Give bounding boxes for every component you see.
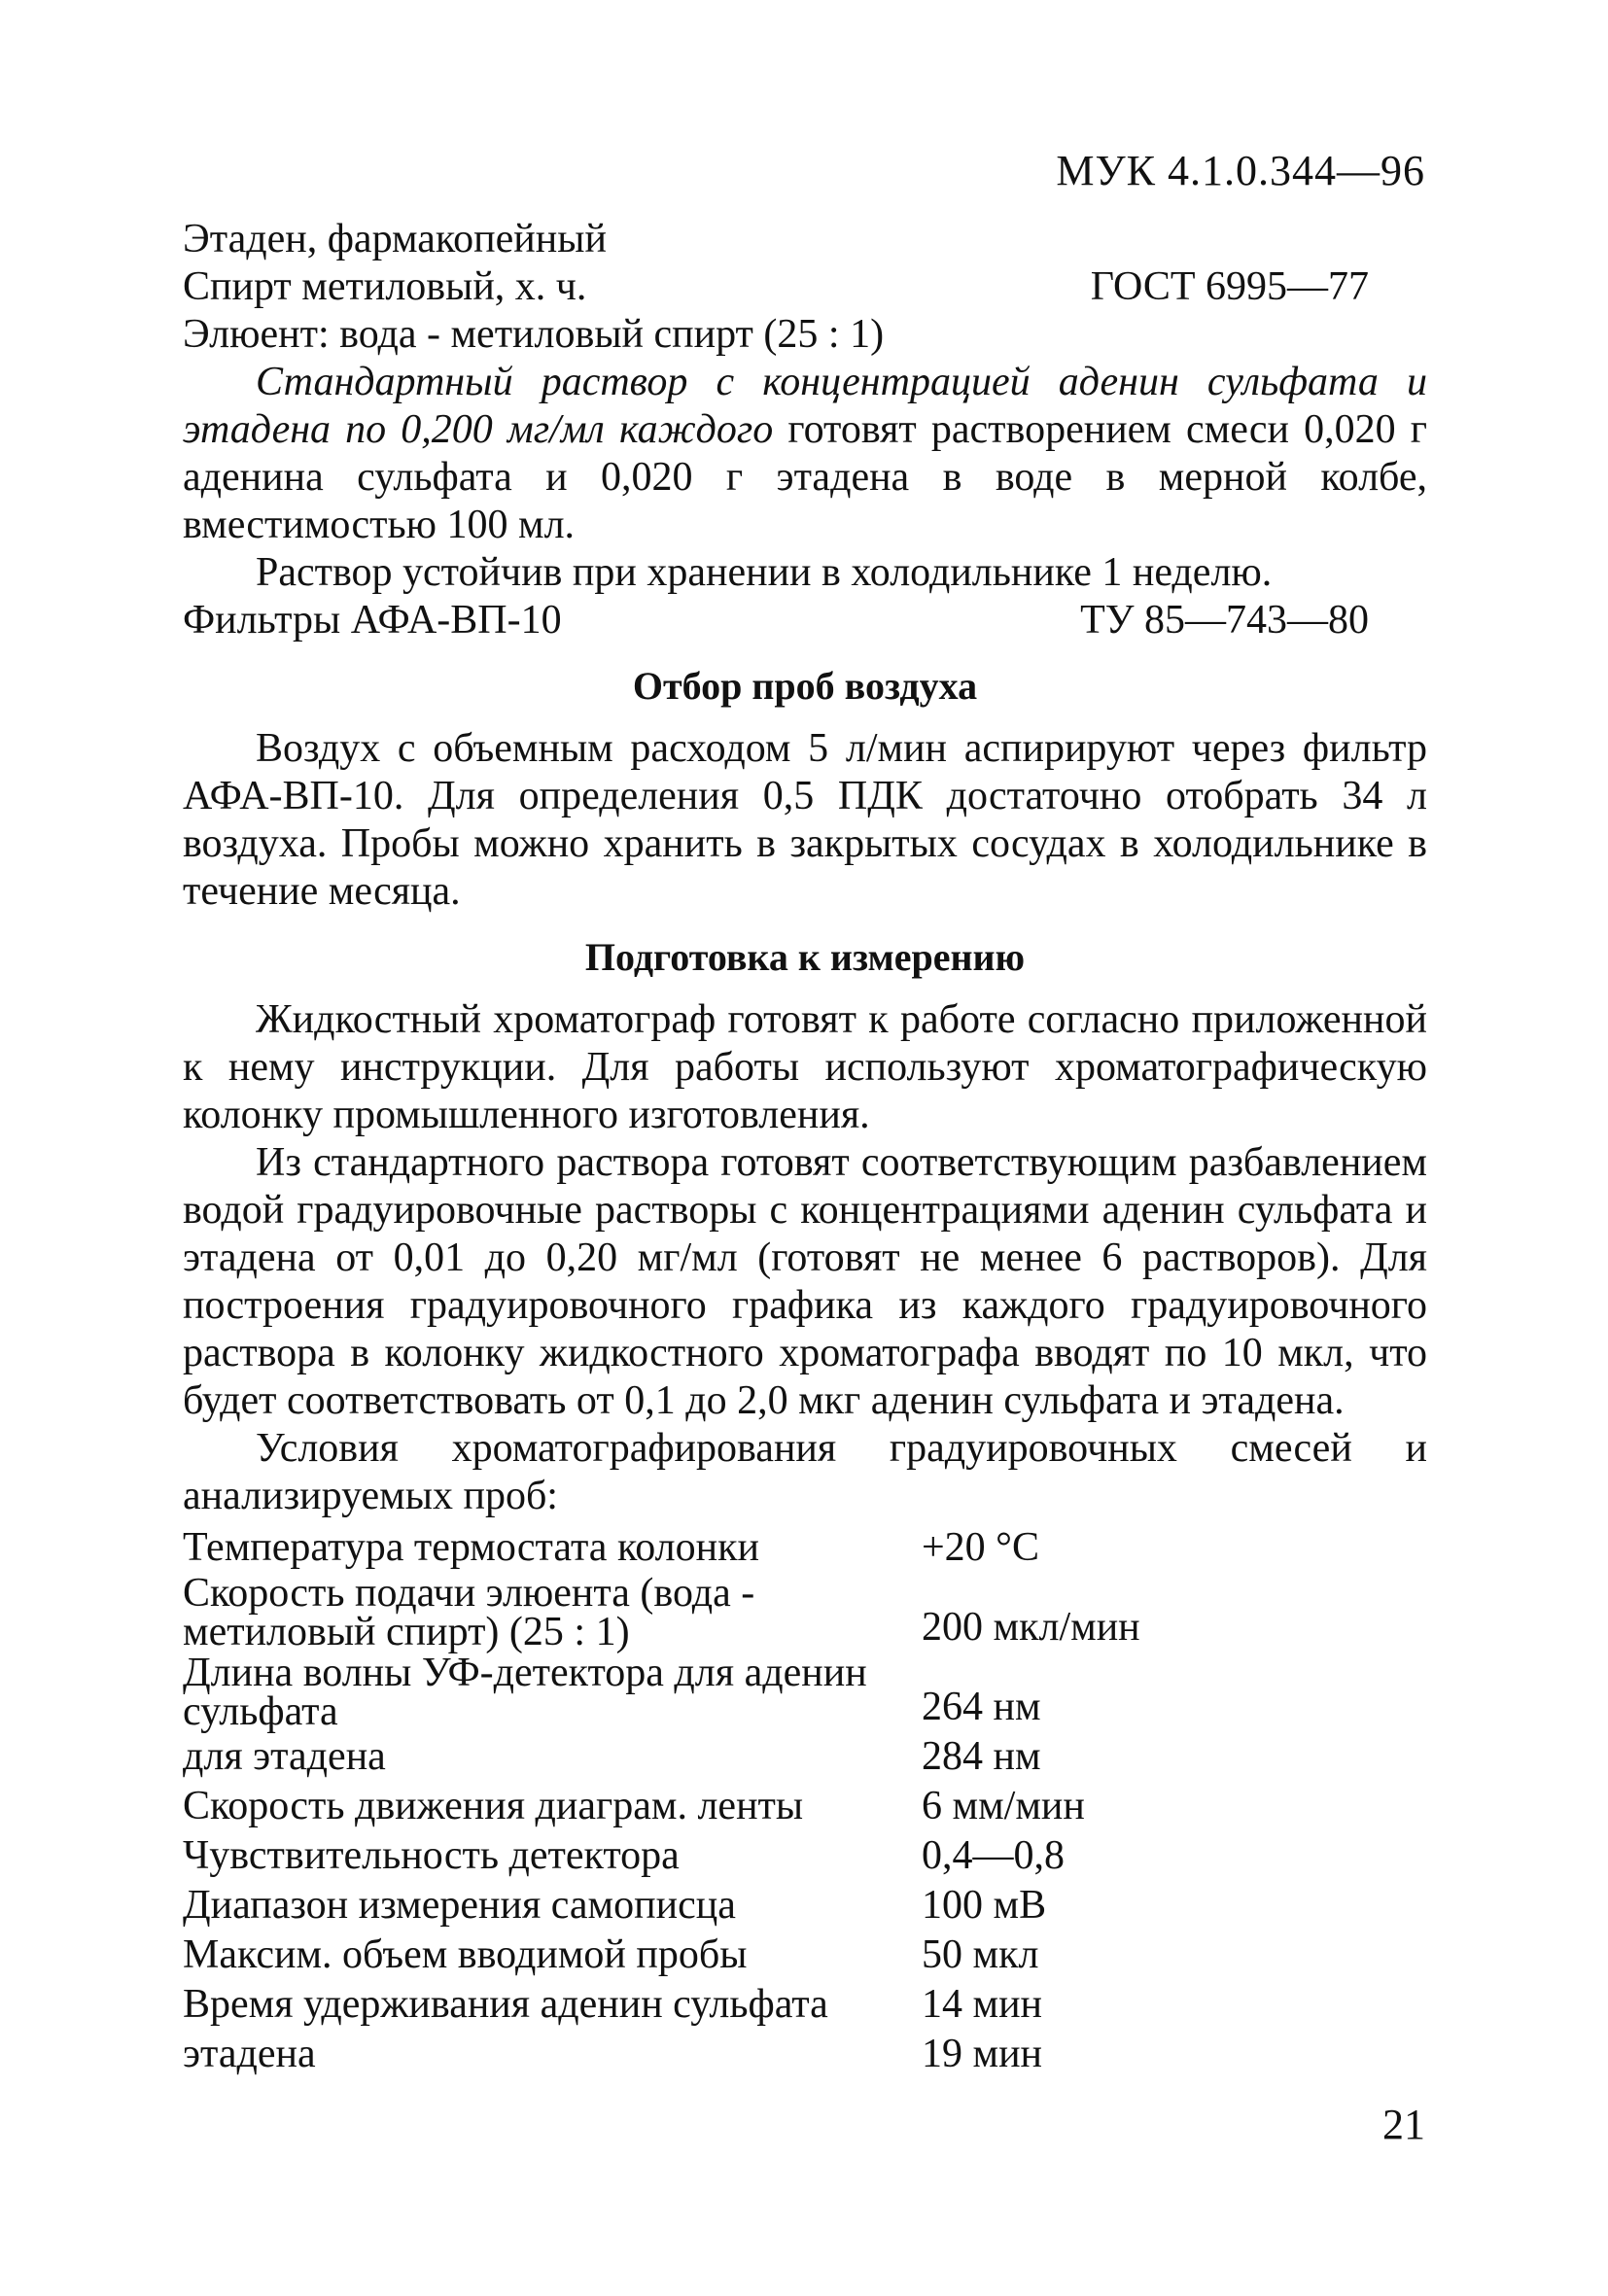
condition-label: Максим. объем вводимой пробы [183,1932,748,1977]
preparation-heading: Подготовка к измерению [584,935,1026,979]
condition-value: 6 мм/мин [922,1784,1085,1828]
condition-label: Чувствительность детектора [183,1833,680,1878]
preparation-paragraph-3: Условия хроматографирования градуировочных смесей и анализируемых проб: [183,1426,1427,1518]
condition-value: 200 мкл/мин [922,1605,1140,1650]
condition-value: 14 мин [922,1982,1043,2027]
conditions-list [183,1524,1427,2078]
document-code: МУК 4.1.0.344—96 [1056,147,1425,194]
condition-row [183,1783,1427,1830]
condition-label: Скорость подачи элюента (вода - метиловый спирт) (25 : 1) [183,1571,755,1654]
condition-label: Время удерживания аденин сульфата [183,1982,828,2027]
condition-label: этадена [183,2032,316,2076]
condition-row [183,2031,1427,2078]
condition-row [183,1571,1427,1654]
reagent-methanol-standard: ГОСТ 6995—77 [1090,264,1369,309]
filters-name: Фильтры АФА-ВП-10 [183,598,562,643]
condition-value: 264 нм [922,1685,1041,1729]
condition-value: 100 мВ [922,1883,1047,1928]
condition-row [183,1981,1427,2029]
sampling-heading: Отбор проб воздуха [632,664,978,708]
condition-row [183,1931,1427,1979]
stability-paragraph: Раствор устойчив при хранении в холодильнике 1 неделю. [256,550,1273,595]
condition-value: 0,4—0,8 [922,1833,1065,1878]
condition-label: Скорость движения диаграм. ленты [183,1784,804,1828]
condition-row [183,1651,1427,1734]
condition-value: 50 мкл [922,1932,1039,1977]
reagent-methanol: Спирт метиловый, х. ч. [183,264,587,309]
condition-value: 19 мин [922,2032,1043,2076]
preparation-paragraph-2: Из стандартного раствора готовят соответствующим разбавлением водой градуировочные растворы с концентрациями аденин сульфата и этадена от 0,01 до 0,20 мг/мл (готовят не менее 6 растворов). Для построения градуировочного графика из каждого градуировочного раствора в колонку жидкостного хроматографа вводят по 10 мкл, что будет соответствовать от 0,1 до 2,0 мкг аденин сульфата и этадена. [183,1140,1427,1423]
preparation-paragraph-1: Жидкостный хроматограф готовят к работе согласно приложенной к нему инструкции. Для работы используют хроматографическую колонку промышленного изготовления. [183,997,1427,1137]
condition-label: Длина волны УФ-детектора для аденин сульфата [183,1651,867,1734]
condition-label: Диапазон измерения самописца [183,1883,736,1928]
reagent-etaden: Этаден, фармакопейный [183,217,607,261]
condition-value: 284 нм [922,1734,1041,1779]
condition-row [183,1524,1427,1572]
standard-solution-term: Стандартный раствор с концентрацией аденин сульфата и этадена по 0,200 мг/мл каждого [183,360,1427,452]
condition-label: для этадена [183,1734,386,1779]
condition-value: +20 °С [922,1525,1039,1570]
condition-row [183,1882,1427,1930]
page-number: 21 [1382,2101,1425,2148]
standard-solution-text: готовят растворением смеси 0,020 г аденина сульфата и 0,020 г этадена в воде в мерной колбе, вместимостью 100 мл. [183,407,1427,547]
page-content [183,216,1427,2080]
condition-label: Температура термостата колонки [183,1525,759,1570]
filters-standard: ТУ 85—743—80 [1080,598,1369,643]
filters-row [183,597,1427,644]
sampling-paragraph: Воздух с объемным расходом 5 л/мин аспирируют через фильтр АФА-ВП-10. Для определения 0,5 ПДК достаточно отобрать 34 л воздуха. Пробы можно хранить в закрытых сосудах в холодильнике в течение месяца. [183,726,1427,914]
reagent-eluent: Элюент: вода - метиловый спирт (25 : 1) [183,312,885,357]
reagent-methanol-row [183,263,1427,311]
condition-row [183,1733,1427,1781]
standard-solution-paragraph [183,359,1427,549]
condition-row [183,1832,1427,1880]
